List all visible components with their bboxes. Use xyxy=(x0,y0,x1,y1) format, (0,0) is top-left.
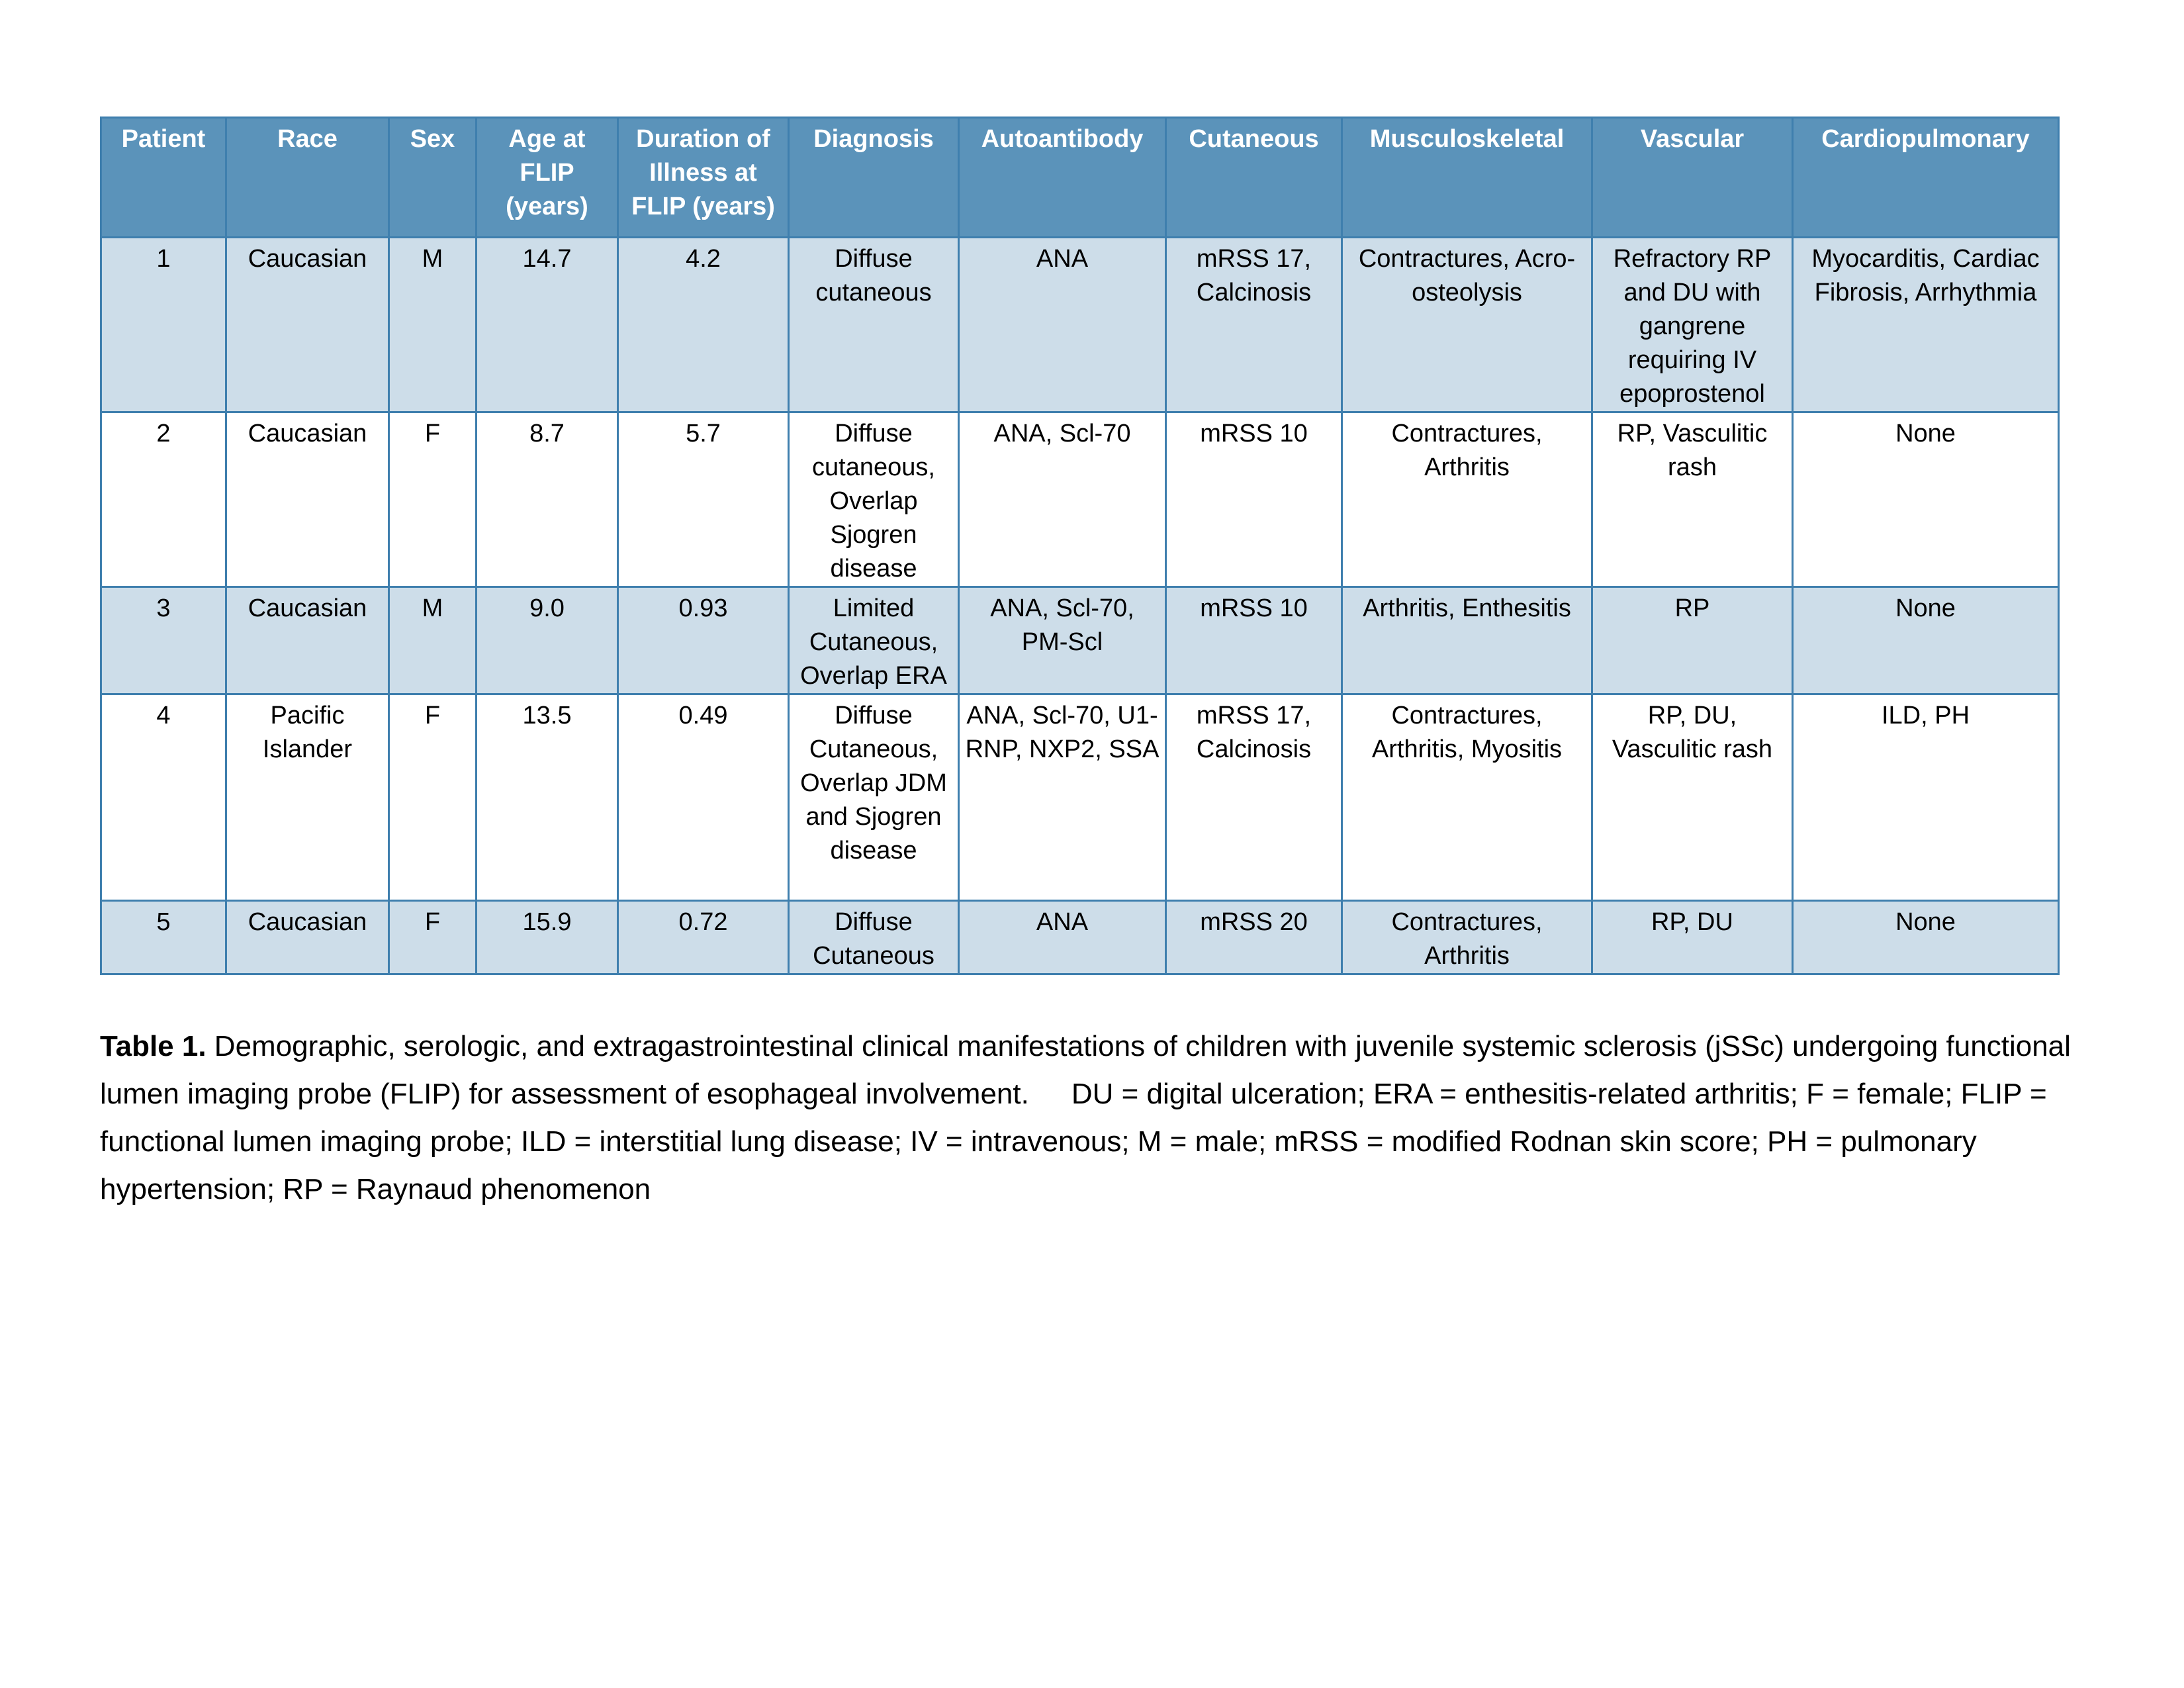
cell-age: 8.7 xyxy=(477,412,618,587)
cell-autoantibody: ANA xyxy=(959,901,1166,974)
cell-vascular: Refractory RP and DU with gangrene requiring IV epoprostenol xyxy=(1592,238,1793,412)
cell-duration: 0.49 xyxy=(618,694,789,901)
cell-sex: F xyxy=(389,694,477,901)
cell-age: 15.9 xyxy=(477,901,618,974)
cell-patient: 4 xyxy=(101,694,226,901)
cell-sex: F xyxy=(389,412,477,587)
cell-patient: 2 xyxy=(101,412,226,587)
table-caption xyxy=(100,1023,2092,1213)
cell-musculoskeletal: Arthritis, Enthesitis xyxy=(1342,587,1592,694)
cell-race: Caucasian xyxy=(226,587,389,694)
table-row xyxy=(101,412,2059,587)
cell-cardiopulmonary: Myocarditis, Cardiac Fibrosis, Arrhythmia xyxy=(1793,238,2059,412)
cell-musculoskeletal: Contractures, Arthritis xyxy=(1342,901,1592,974)
cell-cutaneous: mRSS 10 xyxy=(1166,412,1342,587)
caption-text: Demographic, serologic, and extragastrointestinal clinical manifestations of children with juvenile systemic sclerosis (jSSc) undergoing functional lumen imaging probe (FLIP) for assessment of esophageal involvement. xyxy=(100,1030,2071,1110)
cell-autoantibody: ANA, Scl-70, PM-Scl xyxy=(959,587,1166,694)
cell-cardiopulmonary: None xyxy=(1793,901,2059,974)
cell-race: Pacific Islander xyxy=(226,694,389,901)
cell-autoantibody: ANA xyxy=(959,238,1166,412)
cell-race: Caucasian xyxy=(226,412,389,587)
cell-musculoskeletal: Contractures, Arthritis, Myositis xyxy=(1342,694,1592,901)
header-vascular: Vascular xyxy=(1592,118,1793,238)
cell-duration: 5.7 xyxy=(618,412,789,587)
cell-vascular: RP xyxy=(1592,587,1793,694)
cell-cutaneous: mRSS 10 xyxy=(1166,587,1342,694)
table-header-row xyxy=(101,118,2059,238)
cell-vascular: RP, DU xyxy=(1592,901,1793,974)
header-duration: Duration of Illness at FLIP (years) xyxy=(618,118,789,238)
header-musculoskeletal: Musculoskeletal xyxy=(1342,118,1592,238)
table-row xyxy=(101,587,2059,694)
cell-race: Caucasian xyxy=(226,901,389,974)
cell-patient: 5 xyxy=(101,901,226,974)
cell-duration: 4.2 xyxy=(618,238,789,412)
cell-musculoskeletal: Contractures, Acro-osteolysis xyxy=(1342,238,1592,412)
cell-age: 9.0 xyxy=(477,587,618,694)
caption-abbreviations: DU = digital ulceration; ERA = enthesitis-related arthritis; F = female; FLIP = functional lumen imaging probe; ILD = interstitial lung disease; IV = intravenous; M = male; mRSS = modified Rodnan skin score; PH = pulmonary hypertension; RP = Raynaud phenomenon xyxy=(100,1078,2047,1205)
cell-sex: F xyxy=(389,901,477,974)
header-cutaneous: Cutaneous xyxy=(1166,118,1342,238)
table-row xyxy=(101,238,2059,412)
cell-autoantibody: ANA, Scl-70, U1-RNP, NXP2, SSA xyxy=(959,694,1166,901)
cell-patient: 1 xyxy=(101,238,226,412)
cell-diagnosis: Limited Cutaneous, Overlap ERA xyxy=(789,587,959,694)
cell-race: Caucasian xyxy=(226,238,389,412)
cell-cardiopulmonary: ILD, PH xyxy=(1793,694,2059,901)
cell-diagnosis: Diffuse Cutaneous xyxy=(789,901,959,974)
cell-age: 14.7 xyxy=(477,238,618,412)
patient-table xyxy=(100,117,2060,975)
header-sex: Sex xyxy=(389,118,477,238)
cell-vascular: RP, DU, Vasculitic rash xyxy=(1592,694,1793,901)
cell-cutaneous: mRSS 20 xyxy=(1166,901,1342,974)
table-row xyxy=(101,694,2059,901)
header-patient: Patient xyxy=(101,118,226,238)
table-row xyxy=(101,901,2059,974)
cell-duration: 0.93 xyxy=(618,587,789,694)
cell-diagnosis: Diffuse Cutaneous, Overlap JDM and Sjogren disease xyxy=(789,694,959,901)
cell-cardiopulmonary: None xyxy=(1793,412,2059,587)
header-autoantibody: Autoantibody xyxy=(959,118,1166,238)
header-cardiopulmonary: Cardiopulmonary xyxy=(1793,118,2059,238)
cell-patient: 3 xyxy=(101,587,226,694)
cell-autoantibody: ANA, Scl-70 xyxy=(959,412,1166,587)
cell-cutaneous: mRSS 17, Calcinosis xyxy=(1166,694,1342,901)
caption-label: Table 1. xyxy=(100,1030,206,1062)
cell-age: 13.5 xyxy=(477,694,618,901)
cell-musculoskeletal: Contractures, Arthritis xyxy=(1342,412,1592,587)
cell-diagnosis: Diffuse cutaneous xyxy=(789,238,959,412)
cell-vascular: RP, Vasculitic rash xyxy=(1592,412,1793,587)
cell-diagnosis: Diffuse cutaneous, Overlap Sjogren disease xyxy=(789,412,959,587)
cell-cardiopulmonary: None xyxy=(1793,587,2059,694)
header-age: Age at FLIP (years) xyxy=(477,118,618,238)
header-race: Race xyxy=(226,118,389,238)
header-diagnosis: Diagnosis xyxy=(789,118,959,238)
cell-cutaneous: mRSS 17, Calcinosis xyxy=(1166,238,1342,412)
cell-sex: M xyxy=(389,238,477,412)
cell-duration: 0.72 xyxy=(618,901,789,974)
cell-sex: M xyxy=(389,587,477,694)
